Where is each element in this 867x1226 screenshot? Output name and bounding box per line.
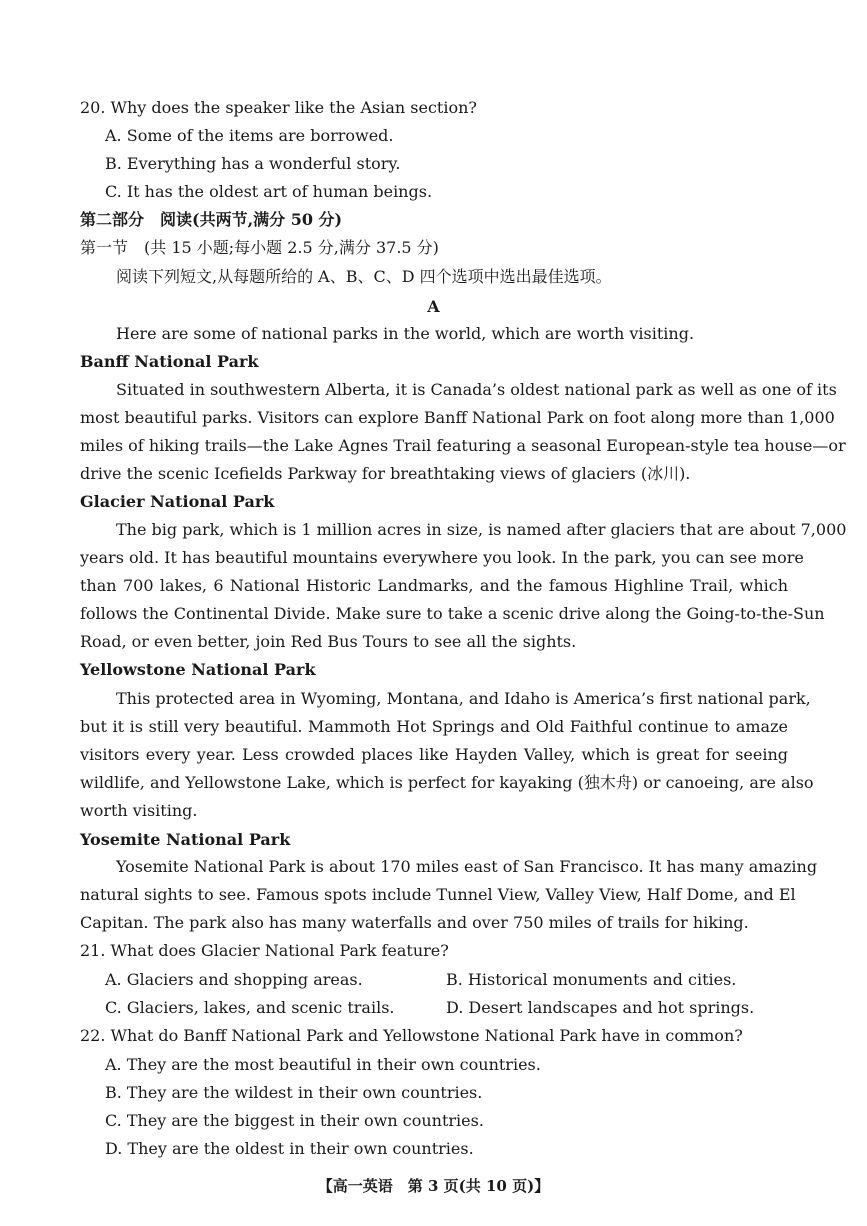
q21-option-a: A. Glaciers and shopping areas. xyxy=(105,970,363,989)
park-heading-yosemite: Yosemite National Park xyxy=(80,830,291,849)
q22-option-a: A. They are the most beautiful in their own countries. xyxy=(105,1055,541,1074)
paragraph-line: worth visiting. xyxy=(80,801,198,820)
paragraph-line: miles of hiking trails—the Lake Agnes Trail featuring a seasonal European-style tea house—or xyxy=(80,436,846,455)
q21-option-c: C. Glaciers, lakes, and scenic trails. xyxy=(105,998,395,1017)
paragraph-line: follows the Continental Divide. Make sure to take a scenic drive along the Going-to-the-Sun xyxy=(80,604,825,623)
passage-intro: Here are some of national parks in the world, which are worth visiting. xyxy=(116,324,695,343)
q21-option-d: D. Desert landscapes and hot springs. xyxy=(446,998,755,1017)
section1-heading: 第一节 (共 15 小题;每小题 2.5 分,满分 37.5 分) xyxy=(80,238,439,257)
paragraph-line: natural sights to see. Famous spots include Tunnel View, Valley View, Half Dome, and El xyxy=(80,885,796,904)
q21-stem: 21. What does Glacier National Park feature? xyxy=(80,941,449,960)
page-footer: 【高一英语 第 3 页(共 10 页)】 xyxy=(317,1177,550,1195)
paragraph-line: most beautiful parks. Visitors can explore Banff National Park on foot along more than 1,000 xyxy=(80,408,835,427)
park-heading-glacier: Glacier National Park xyxy=(80,492,275,511)
q20-stem: 20. Why does the speaker like the Asian section? xyxy=(80,98,477,117)
paragraph-line: visitors every year. Less crowded places like Hayden Valley, which is great for seeing xyxy=(80,745,788,764)
reading-instructions: 阅读下列短文,从每题所给的 A、B、C、D 四个选项中选出最佳选项。 xyxy=(116,267,612,286)
paragraph-line: This protected area in Wyoming, Montana, and Idaho is America’s first national park, xyxy=(116,689,811,708)
paragraph-line: Road, or even better, join Red Bus Tours to see all the sights. xyxy=(80,632,577,651)
passage-label: A xyxy=(427,297,440,316)
paragraph-line: years old. It has beautiful mountains everywhere you look. In the park, you can see more xyxy=(80,548,804,567)
paragraph-line: than 700 lakes, 6 National Historic Landmarks, and the famous Highline Trail, which xyxy=(80,576,788,595)
q22-option-c: C. They are the biggest in their own countries. xyxy=(105,1111,484,1130)
paragraph-line: drive the scenic Icefields Parkway for breathtaking views of glaciers (冰川). xyxy=(80,464,691,483)
q22-option-b: B. They are the wildest in their own countries. xyxy=(105,1083,483,1102)
q20-option-c: C. It has the oldest art of human beings. xyxy=(105,182,433,201)
paragraph-line: but it is still very beautiful. Mammoth Hot Springs and Old Faithful continue to amaze xyxy=(80,717,788,736)
park-heading-yellowstone: Yellowstone National Park xyxy=(80,660,316,679)
paragraph-line: Situated in southwestern Alberta, it is Canada’s oldest national park as well as one of its xyxy=(116,380,837,399)
q21-option-b: B. Historical monuments and cities. xyxy=(446,970,737,989)
q20-option-b: B. Everything has a wonderful story. xyxy=(105,154,401,173)
q22-option-d: D. They are the oldest in their own countries. xyxy=(105,1139,474,1158)
paragraph-line: Yosemite National Park is about 170 miles east of San Francisco. It has many amazing xyxy=(116,857,818,876)
park-heading-banff: Banff National Park xyxy=(80,352,259,371)
paragraph-line: The big park, which is 1 million acres in size, is named after glaciers that are about 7,000 xyxy=(116,520,847,539)
paragraph-line: Capitan. The park also has many waterfalls and over 750 miles of trails for hiking. xyxy=(80,913,749,932)
q20-option-a: A. Some of the items are borrowed. xyxy=(105,126,394,145)
q22-stem: 22. What do Banff National Park and Yellowstone National Park have in common? xyxy=(80,1026,743,1045)
paragraph-line: wildlife, and Yellowstone Lake, which is perfect for kayaking (独木舟) or canoeing, are also xyxy=(80,773,814,792)
part2-heading: 第二部分 阅读(共两节,满分 50 分) xyxy=(80,210,343,229)
